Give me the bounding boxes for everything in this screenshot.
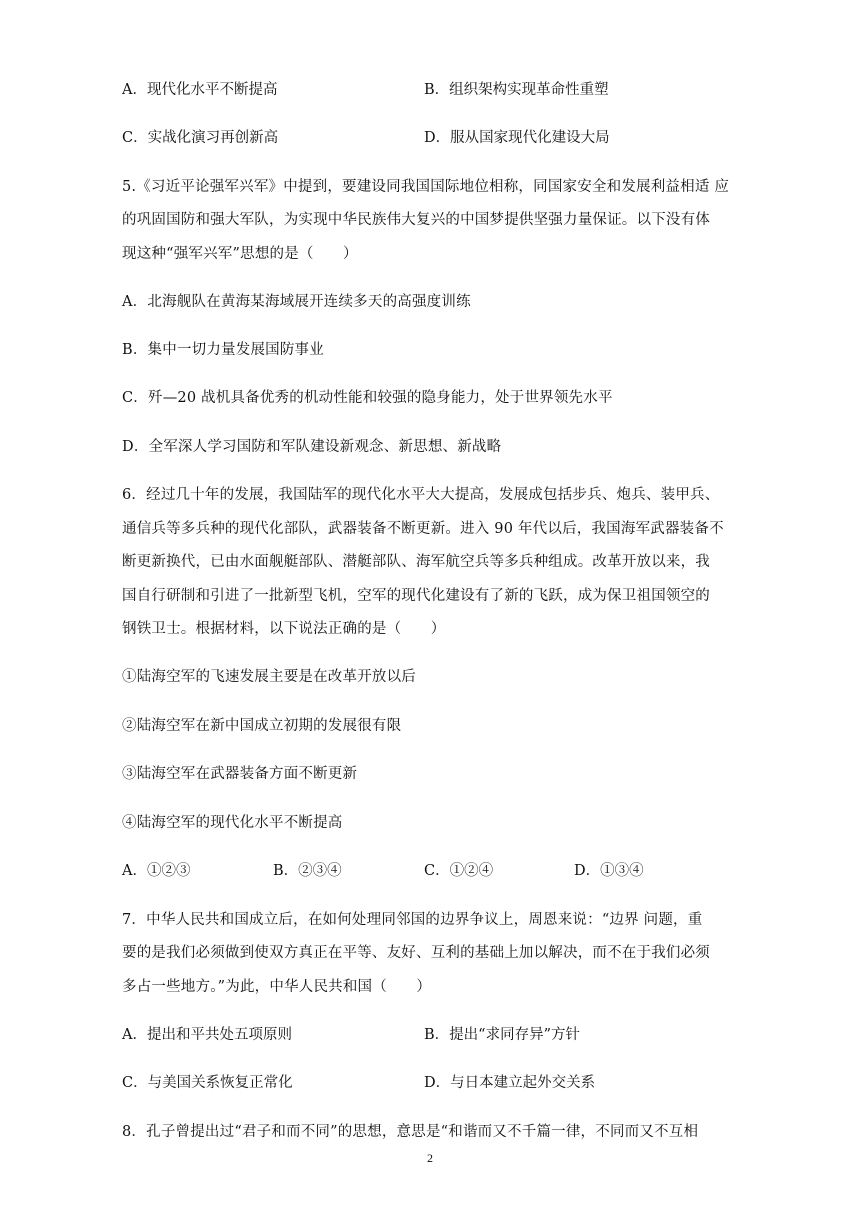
q6-statement-3: ③陆海空军在武器装备方面不断更新 xyxy=(122,766,358,782)
q8-stem-line: 8．孔子曾提出过“君子和而不同”的思想，意思是“和谐而又不千篇一律，不同而又不互相 xyxy=(122,1124,699,1140)
page-number: 2 xyxy=(427,1151,433,1165)
q6-option-d: D．①③④ xyxy=(574,863,644,879)
q5-option-b: B．集中一切力量发展国防事业 xyxy=(122,342,324,358)
q6-option-c: C．①②④ xyxy=(424,863,494,879)
q6-statement-4: ④陆海空军的现代化水平不断提高 xyxy=(122,815,343,831)
q6-statement-2: ②陆海空军在新中国成立初期的发展很有限 xyxy=(122,718,402,734)
q7-stem-line: 多占一些地方。”为此，中华人民共和国（ ） xyxy=(122,979,432,995)
q5-stem-line: 现这种“强军兴军”思想的是（ ） xyxy=(122,246,358,262)
q5-option-a: A．北海舰队在黄海某海域展开连续多天的高强度训练 xyxy=(122,294,471,310)
q4-option-d: D．服从国家现代化建设大局 xyxy=(424,130,610,146)
q5-option-d: D．全军深人学习国防和军队建设新观念、新思想、新战略 xyxy=(122,439,502,455)
q6-option-a: A．①②③ xyxy=(122,863,191,879)
q6-option-b: B．②③④ xyxy=(273,863,342,879)
q7-stem-line: 7．中华人民共和国成立后，在如何处理同邻国的边界争议上，周恩来说：“边界 问题，重 xyxy=(122,912,703,928)
q5-option-c: C．歼—20 战机具备优秀的机动性能和较强的隐身能力，处于世界领先水平 xyxy=(122,390,613,406)
q7-option-d: D．与日本建立起外交关系 xyxy=(424,1075,596,1091)
q6-stem-line: 钢铁卫士。根据材料，以下说法正确的是（ ） xyxy=(122,621,446,637)
q6-stem-line: 通信兵等多兵种的现代化部队，武器装备不断更新。进入 90 年代以后，我国海军武器装备不 xyxy=(122,521,724,537)
q6-stem-line: 国自行研制和引进了一批新型飞机，空军的现代化建设有了新的飞跃，成为保卫祖国领空的 xyxy=(122,588,710,604)
q7-stem-line: 要的是我们必须做到使双方真正在平等、友好、互利的基础上加以解决，而不在于我们必须 xyxy=(122,945,710,961)
q6-stem-line: 6．经过几十年的发展，我国陆军的现代化水平大大提高，发展成包括步兵、炮兵、装甲兵、 xyxy=(122,487,720,503)
q5-stem-line: 5.《习近平论强军兴军》中提到，要建设同我国国际地位相称，同国家安全和发展利益相适 应 xyxy=(122,179,730,195)
q4-option-c: C．实战化演习再创新高 xyxy=(122,130,279,146)
q7-option-b: B．提出“求同存异”方针 xyxy=(424,1027,580,1043)
q6-statement-1: ①陆海空军的飞速发展主要是在改革开放以后 xyxy=(122,669,416,685)
q5-stem-line: 的巩固国防和强大军队，为实现中华民族伟大复兴的中国梦提供坚强力量保证。以下没有体 xyxy=(122,212,710,228)
q7-option-a: A．提出和平共处五项原则 xyxy=(122,1027,292,1043)
q4-option-a: A．现代化水平不断提高 xyxy=(122,82,278,98)
q7-option-c: C．与美国关系恢复正常化 xyxy=(122,1075,293,1091)
q6-stem-line: 断更新换代，已由水面舰艇部队、潜艇部队、海军航空兵等多兵种组成。改革开放以来，我 xyxy=(122,554,710,570)
q4-option-b: B．组织架构实现革命性重塑 xyxy=(424,82,609,98)
